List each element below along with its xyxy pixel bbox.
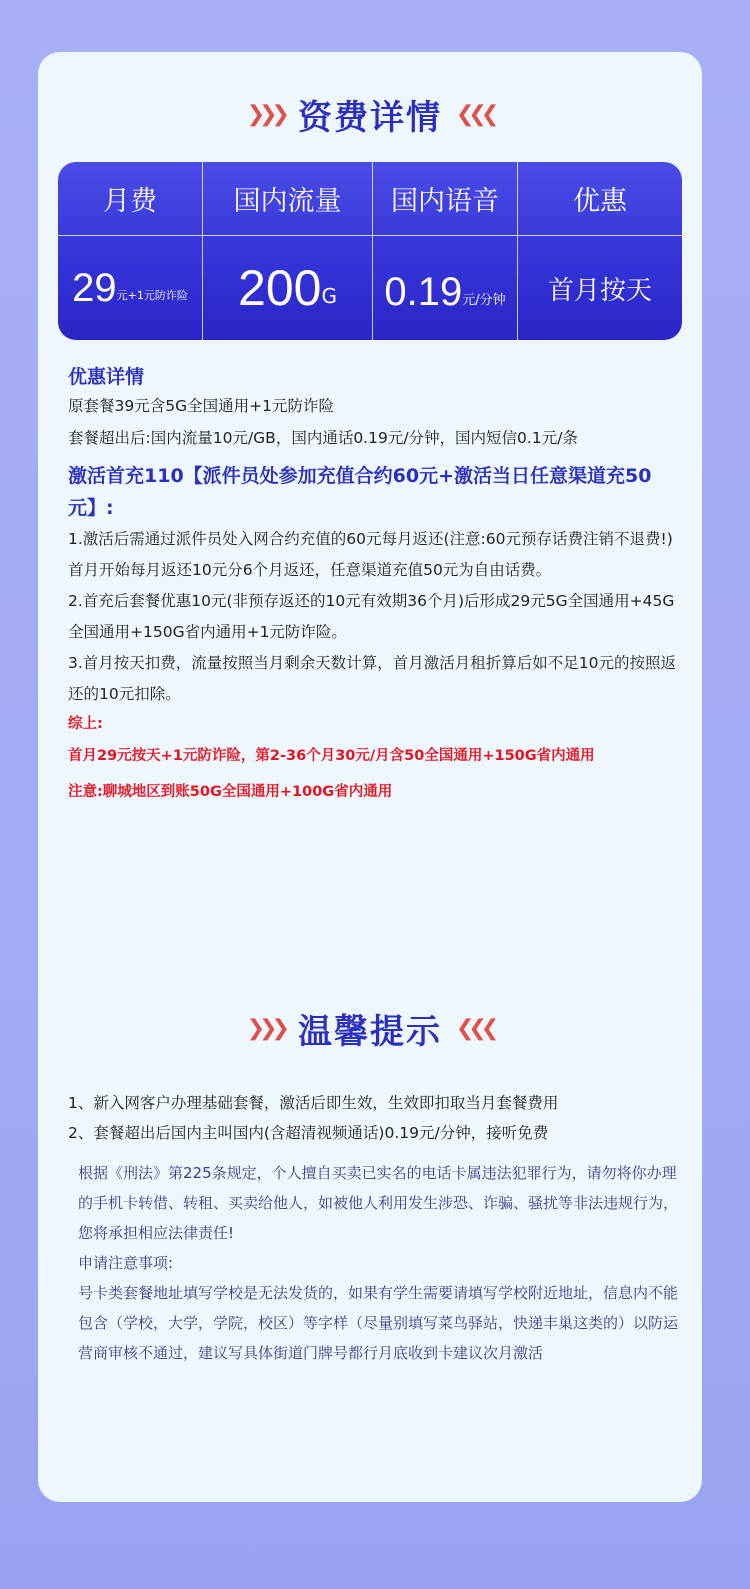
law-text: 根据《刑法》第225条规定，个人擅自买卖已实名的电话卡属违法犯罪行为，请勿将你办理的手机卡转借、转租、买卖给他人，如被他人利用发生涉恐、诈骗、骚扰等非法违规行为，您将承担相应法律责任! — [78, 1164, 679, 1242]
tips-section — [68, 1088, 688, 1148]
table-header: 优惠 — [573, 186, 627, 217]
details-item: 1.激活后需通过派件员处入网合约充值的60元每月返还(注意:60元预存话费注销不退费!)首月开始每月返还10元分6个月返还，任意渠道充值50元为自由话费。 — [68, 530, 673, 579]
tip-line: 1、新入网客户办理基础套餐，激活后即生效，生效即扣取当月套餐费用 — [68, 1094, 559, 1112]
table-header: 月费 — [103, 186, 157, 217]
monthly-fee-suffix: 元+1元防诈险 — [116, 289, 188, 302]
law-notice — [78, 1158, 678, 1368]
section-heading-tips — [38, 1004, 702, 1053]
section-heading-tariff — [38, 90, 702, 139]
data-suffix: G — [321, 284, 337, 308]
voice-suffix: 元/分钟 — [462, 292, 506, 308]
chevron-right-icon: ❯❯❯ — [246, 102, 284, 127]
tariff-table — [58, 162, 682, 340]
note-text: 注意:聊城地区到账50G全国通用+100G省内通用 — [68, 784, 393, 800]
table-header: 国内语音 — [391, 186, 499, 217]
voice-value: 0.19 — [384, 269, 463, 314]
details-line: 套餐超出后:国内流量10元/GB，国内通话0.19元/分钟，国内短信0.1元/条 — [68, 429, 578, 447]
summary-text: 首月29元按天+1元防诈险，第2-36个月30元/月含50全国通用+150G省内通用 — [68, 748, 595, 764]
details-item: 3.首月按天扣费，流量按照当月剩余天数计算，首月激活月租折算后如不足10元的按照返还的10元扣除。 — [68, 654, 677, 703]
activation-title: 激活首充110【派件员处参加充值合约60元+激活当日任意渠道充50元】: — [68, 465, 652, 519]
details-title: 优惠详情 — [68, 366, 145, 388]
chevron-right-icon: ❯❯❯ — [246, 1016, 284, 1041]
details-section — [68, 362, 688, 810]
data-cell — [203, 236, 372, 340]
table-header: 国内流量 — [233, 186, 342, 217]
details-item: 2.首充后套餐优惠10元(非预存返还的10元有效期36个月)后形成29元5G全国通用+45G全国通用+150G省内通用+1元防诈险。 — [68, 592, 675, 641]
section-title: 资费详情 — [298, 98, 442, 138]
monthly-fee-cell — [58, 236, 202, 340]
section-title: 温馨提示 — [298, 1012, 442, 1052]
summary-label: 综上: — [68, 716, 103, 732]
notice-text: 号卡类套餐地址填写学校是无法发货的，如果有学生需要请填写学校附近地址，信息内不能包含（学校，大学，学院，校区）等字样（尽量别填写菜鸟驿站，快递丰巢这类的）以防运营商审核不通过，建议写具体街道门牌号都行月底收到卡建议次月激活 — [78, 1284, 679, 1362]
details-line: 原套餐39元含5G全国通用+1元防诈险 — [68, 397, 334, 415]
tip-line: 2、套餐超出后国内主叫国内(含超清视频通话)0.19元/分钟，接听免费 — [68, 1124, 549, 1142]
notice-title: 申请注意事项: — [78, 1254, 174, 1272]
discount-cell: 首月按天 — [547, 275, 652, 306]
chevron-left-icon: ❮❮❮ — [456, 1016, 494, 1041]
chevron-left-icon: ❮❮❮ — [456, 102, 494, 127]
voice-cell — [373, 236, 517, 340]
content-card — [38, 52, 702, 1502]
data-value: 200 — [238, 260, 322, 316]
monthly-fee-value: 29 — [72, 265, 117, 310]
